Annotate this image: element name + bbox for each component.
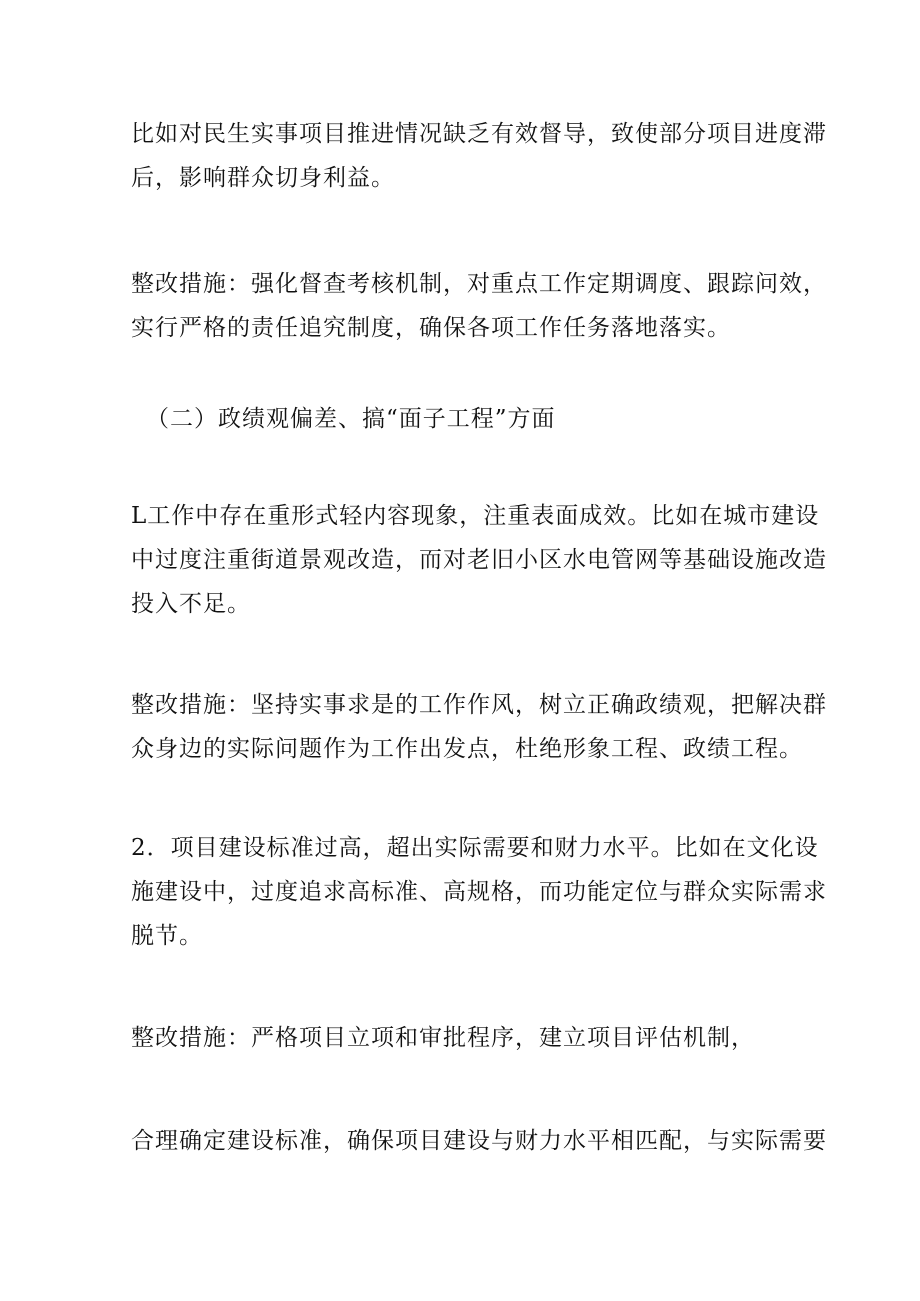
text-line: L工作中存在重形式轻内容现象，注重表面成效。比如在城市建设 <box>131 503 820 529</box>
paragraph-supervision-problem <box>131 112 827 200</box>
paragraph-item-1 <box>131 494 827 626</box>
text-line: 整改措施：强化督查考核机制，对重点工作定期调度、跟踪问效， <box>131 271 827 297</box>
text-line: 中过度注重街道景观改造，而对老旧小区水电管网等基础设施改造 <box>131 547 827 573</box>
text-line: 比如对民生实事项目推进情况缺乏有效督导，致使部分项目进度滞 <box>131 121 827 147</box>
text-line: 脱节。 <box>131 923 203 949</box>
text-line: 2．项目建设标准过高，超出实际需要和财力水平。比如在文化设 <box>131 835 819 861</box>
section-heading <box>146 397 811 441</box>
paragraph-rectification-1 <box>131 262 827 350</box>
text-line: 合理确定建设标准，确保项目建设与财力水平相匹配，与实际需要 <box>131 1128 827 1154</box>
text-line: 投入不足。 <box>131 591 251 617</box>
text-line: 整改措施：严格项目立项和审批程序，建立项目评估机制， <box>131 1025 755 1051</box>
text-line: 实行严格的责任追究制度，确保各项工作任务落地落实。 <box>131 315 731 341</box>
text-line: 众身边的实际问题作为工作出发点，杜绝形象工程、政绩工程。 <box>131 736 803 762</box>
paragraph-rectification-3 <box>131 1016 796 1060</box>
paragraph-item-2 <box>131 826 827 958</box>
text-line: （二）政绩观偏差、搞“面子工程”方面 <box>146 406 556 432</box>
text-line: 整改措施：坚持实事求是的工作作风，树立正确政绩观，把解决群 <box>131 692 827 718</box>
paragraph-rectification-2 <box>131 683 827 771</box>
text-line: 施建设中，过度追求高标准、高规格，而功能定位与群众实际需求 <box>131 879 827 905</box>
text-line: 后，影响群众切身利益。 <box>131 165 395 191</box>
paragraph-rectification-3-continued <box>131 1119 827 1163</box>
